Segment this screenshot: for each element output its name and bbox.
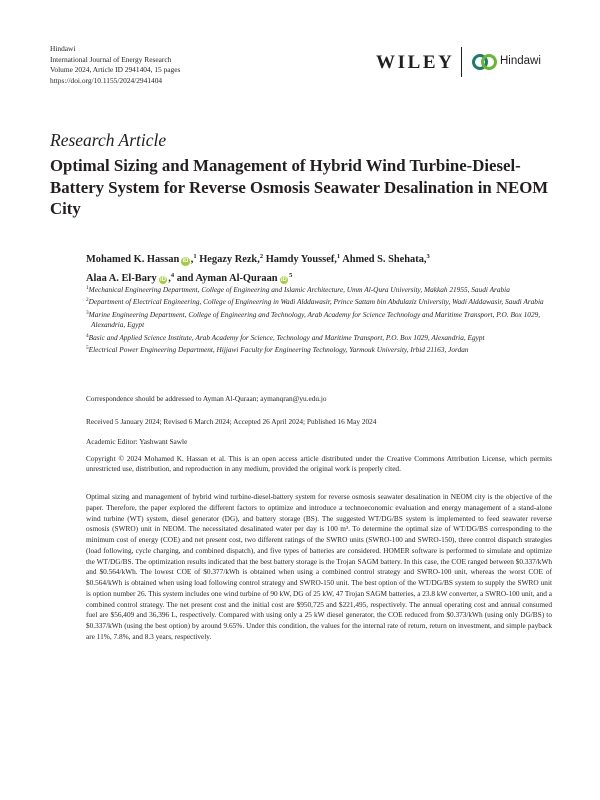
author-affil-mark: 1	[193, 253, 197, 260]
author-name[interactable]: Hegazy Rezk	[199, 254, 258, 265]
article-type: Research Article	[50, 130, 167, 150]
author-name[interactable]: Hamdy Youssef	[265, 254, 335, 265]
affiliation	[86, 295, 556, 307]
affiliation	[86, 343, 556, 355]
author-name[interactable]: Mohamed K. Hassan	[86, 254, 180, 265]
affiliation-list	[86, 283, 556, 355]
author-affil-mark: 5	[289, 271, 293, 279]
affiliation-number: 1	[86, 285, 89, 291]
affiliation	[86, 331, 556, 343]
author-name[interactable]: Ahmed S. Shehata	[342, 254, 424, 265]
logo-divider	[461, 47, 462, 77]
author-name[interactable]: Alaa A. El-Bary	[86, 272, 157, 284]
author-name[interactable]: Ayman Al-Quraan	[195, 272, 278, 284]
publisher-line: Hindawi	[50, 44, 76, 53]
author-conjunction: and	[176, 272, 194, 284]
author-affil-mark: 4	[170, 271, 175, 279]
wiley-logo: WILEY	[376, 52, 455, 73]
affiliation	[86, 283, 556, 295]
correspondence-line: Correspondence should be addressed to Ayman Al-Quraan; aymanqran@yu.edu.jo	[86, 394, 327, 403]
affiliation-number: 5	[86, 345, 89, 352]
affiliation-text: Mechanical Engineering Department, College of Engineering and Islamic Architecture, Umm Al-Qura University, Makkah 21955, Saudi Arabia	[88, 285, 510, 294]
affiliation-number: 4	[86, 332, 89, 339]
publisher-logos	[372, 46, 552, 82]
author-list: Mohamed K. Hassan iD ,$^1$ Hegazy Rezk,$^2$ Hamdy Youssef,$^1$ Ahmed S. Shehata,$^3$ Alaa A. El-Bary iD ,$^4$ and Ayman Al-Quraan $iD^5$	[86, 253, 430, 284]
affiliation-text: Marine Engineering Department, College of Engineering and Technology, Arab Academy for Science Technology and Maritime Transport, P.O. Box 1029, Alexandria, Egypt	[88, 309, 541, 330]
copyright-notice: Copyright © 2024 Mohamed K. Hassan et al. This is an open access article distributed under the Creative Commons Attribution License, which permits unrestricted use, distribution, and reproduction in any medium, provided the original work is properly cited.	[86, 454, 552, 474]
journal-meta	[50, 44, 180, 86]
affiliation	[86, 308, 556, 331]
affiliation-text: Department of Electrical Engineering, College of Engineering in Wadi Alddawasir, Prince Sattam bin Abdulaziz University, Wadi Alddawasir, Saudi Arabia	[88, 297, 544, 307]
academic-editor: Academic Editor: Yashwant Sawle	[86, 437, 188, 446]
affiliation-text: Basic and Applied Science Institute, Arab Academy for Science, Technology and Maritime Transport, P.O. Box 1029, Alexandria, Egypt	[88, 332, 485, 342]
author-affil-mark: 2	[259, 253, 264, 260]
hindawi-logo-icon	[470, 52, 500, 72]
affiliation-text: Electrical Power Engineering Department, Hijjawi Faculty for Engineering Technology, Yarmouk University, Irbid 21163, Jordan	[88, 345, 469, 355]
journal-name: International Journal of Energy Research	[50, 54, 172, 64]
orcid-icon[interactable]: iD	[280, 276, 287, 283]
abstract-text: Optimal sizing and management of hybrid wind turbine-diesel-battery system for reverse osmosis seawater desalination in NEOM city is the objective of the paper. Therefore, the paper explored the different factors to optimize and introduce a technoeconomic evaluation and energy management of a stand-alone wind turbine (WT) system, diesel generator (DG), and battery storage (BS). The suggested WT/DG/BS system is implemented to feed seawater reverse osmosis (SWRO) unit in NEOM. The necessitated desalinated water per day is 100 m³. To determine the optimal size of WT/DG/BS corresponding to the minimum cost of energy (COE) and net present cost, two different ratings of the SWRO units (SWRO-100 and SWRO-150), three control dispatch strategies (load following, cycle charging, and combined dispatch), and five types of batteries are considered. HOMER software is performed to simulate and optimize the WT/DG/BS. The optimization results indicated that the best battery storage is the Trojan SAGM battery. In this case, the COE ranged between $0.337/kWh and $0.564/kWh. The lowest COE of $0.377/kWh is obtained when using a combined control strategy and SWRO-100 unit, whereas the worst COE of $0.564/kWh is obtained when using load following control strategy and SWRO-150 unit. The best option of the WT/DG/BS system to supply the SWRO unit is option number 26. This system includes one wind turbine of 90 kW, DG of 25 kW, 47 Trojan SAGM batteries, a 23.8 kW converter, a SWRO-100 unit, and a combined control strategy. The net present cost and the initial cost are $950,725 and $221,495, respectively. The annual operating cost and annual consumed fuel are $56,409 and 36,396 L, respectively. Compared with using only a 25 kW diesel generator, the COE reduced from $0.373/kWh (using only DG/BS) to $0.337/kWh (using the best option) by around 9.65%. Under this condition, the values for the internal rate of return, return on investment, and simple payback are 11%, 7.8%, and 8.3 years, respectively.	[86, 492, 552, 641]
volume-line: Volume 2024, Article ID 2941404, 15 pages	[50, 65, 181, 75]
author-affil-mark: 3	[426, 253, 430, 260]
doi-link[interactable]: https://doi.org/10.1155/2024/2941404	[50, 75, 163, 85]
history-dates: Received 5 January 2024; Revised 6 March 2024; Accepted 26 April 2024; Published 16 May 2024	[86, 417, 377, 426]
hindawi-logo-text: Hindawi	[500, 55, 541, 67]
affiliation-number: 2	[86, 297, 89, 304]
author-affil-mark: 1	[336, 253, 341, 260]
paper-title: Optimal Sizing and Management of Hybrid Wind Turbine-Diesel-Battery System for Reverse Osmosis Seawater Desalination in NEOM City	[50, 156, 549, 218]
orcid-icon[interactable]: iD	[159, 276, 166, 283]
orcid-icon[interactable]: iD	[182, 258, 189, 264]
affiliation-number: 3	[86, 309, 89, 316]
